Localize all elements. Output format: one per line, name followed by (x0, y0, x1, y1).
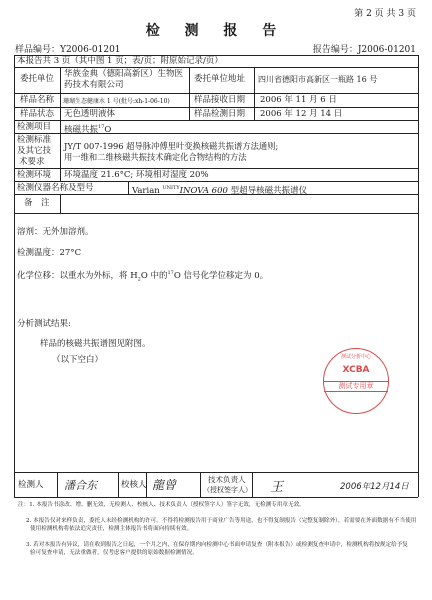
client-value-line2: 药技术有限公司 (64, 80, 124, 90)
stamp-label: 测试专用章 (324, 381, 388, 392)
approver-signature: 王 (270, 480, 284, 495)
attachments-info: 本报告共 3 页（其中图 1 页；表/页；附原始记录/页） (17, 56, 223, 66)
remarks-label: 备 注 (24, 198, 50, 208)
address-value: 四川省德阳市高新区一瓶路 16 号 (258, 75, 378, 84)
note-2a: 2. 本报告仅对来样负责，委托人未经检测机构的许可，不得将检测报告用于商业广告等用途，也不得复制报告（完整复制除外），若需要在外面数据有不当使用 (26, 518, 417, 524)
standard-value-line2: 用一维和二维核磁共振技术确定化合物结构的方法 (64, 152, 247, 162)
signature-date: 2006年12月14日 (340, 482, 409, 492)
standard-value-line1: JY/T 007-1996 超导脉冲傅里叶变换核磁共振谱方法通则; (64, 141, 279, 151)
checker-signature: 龍曾 (152, 478, 177, 492)
note-2b: 使用检测机构将依法追究责任，检测主体报告书将面向持续有效。 (30, 526, 193, 532)
body-result-title: 分析测试结果: (17, 319, 71, 329)
test-date-value: 2006 年 12 月 14 日 (260, 109, 343, 119)
instrument-label: 检测仪器名称及型号 (17, 183, 94, 193)
received-date-label: 样品接收日期 (194, 95, 246, 105)
report-number: 报告编号：J2006-01201 (312, 45, 416, 55)
page-title: 检 测 报 告 (145, 23, 287, 39)
sample-name-value: 珊瑚生态健康水 1 号(批号:xh-1-06-10) (63, 98, 170, 105)
test-item-value: 核磁共振$^{17}$O (64, 124, 112, 135)
standard-label-line1: 检测标准 (17, 135, 52, 145)
test-item-label: 检测项目 (17, 122, 52, 132)
standard-label-line3: 术要求 (19, 157, 45, 167)
test-stamp: 测试分析中心 XCBA 测试专用章 (323, 348, 389, 414)
client-label: 委托单位 (20, 74, 55, 84)
env-value: 环境温度 21.6°C; 环境相对湿度 20% (64, 170, 209, 180)
standard-label-line2: 及其它技 (17, 146, 52, 156)
note-3a: 3. 若对本报告有异议，请在收到报告之日起，一个月之内，在保存期内向检测中心书面申请复查（附本报告）或检测复查申请中，检测机构将按规定给予复 (26, 542, 408, 548)
note-1: 注：1. 本报告书涂改、增、删无效，无检测人、校核人、技术负责人（授权签字人）签字无效，无检测专用章无效。 (18, 502, 305, 508)
address-label: 委托单位地址 (194, 74, 246, 84)
body-chemical-shift: 化学位移：以重水为外标，将 $H_2O$ 中的$^{17}$O 信号化学位移定为 0。 (17, 270, 269, 283)
stamp-logo-text: XCBA (342, 365, 370, 375)
tester-label: 检测人 (18, 480, 44, 490)
approver-label-line2: （授权签字人） (203, 486, 252, 494)
note-3b: 验可复查申请，无法重做者，仅考虑客户提供的原始数据检测情况。 (30, 550, 198, 556)
body-blank: （以下空白） (52, 355, 104, 365)
client-value-line1: 华族金典（德阳高新区）生物医 (64, 69, 184, 79)
page-info: 第 2 页 共 3 页 (354, 9, 416, 19)
sample-status-label: 样品状态 (20, 109, 55, 119)
body-result-text: 样品的核磁共振谱图见附图。 (40, 339, 151, 349)
body-temperature: 检测温度：27°C (17, 248, 82, 258)
tester-signature: 潘合东 (64, 479, 97, 492)
instrument-value: Varian $^{UNITY}$INOVA 600 型超导核磁共振谱仪 (132, 185, 308, 196)
checker-label: 校核人 (121, 480, 147, 490)
env-label: 检测环境 (17, 170, 52, 180)
approver-label-line1: 技术负责人 (208, 475, 246, 484)
sample-name-label: 样品名称 (20, 95, 55, 105)
test-date-label: 样品检测日期 (194, 109, 246, 119)
received-date-value: 2006 年 11 月 6 日 (260, 95, 337, 105)
sample-number: 样品编号：Y2006-01201 (15, 45, 121, 55)
sample-status-value: 无色透明液体 (64, 109, 116, 119)
body-solvent: 溶剂：无外加溶剂。 (17, 227, 94, 237)
